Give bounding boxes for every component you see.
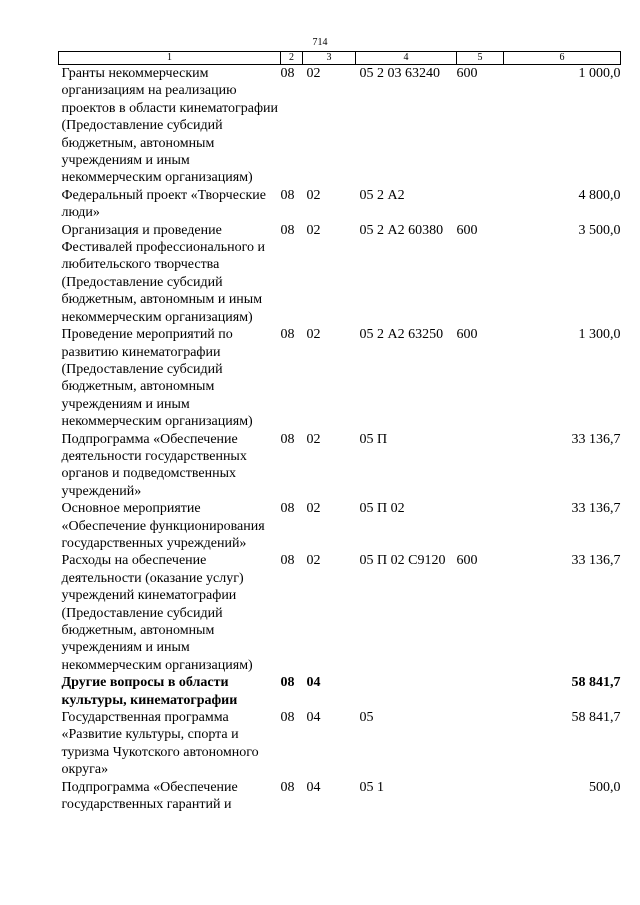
row-subsection-code: 02 (306, 553, 321, 569)
row-target-article: 05 2 А2 (359, 187, 405, 203)
row-name: Другие вопросы в области культуры, кинематографии (61, 675, 238, 708)
row-amount: 1 000,0 (578, 66, 621, 81)
row-subsection-code: 02 (306, 222, 321, 238)
header-row (59, 52, 621, 65)
table-row (59, 222, 621, 326)
row-section-code: 08 (280, 553, 295, 569)
row-section-code: 08 (280, 779, 295, 795)
row-name: Расходы на обеспечение деятельности (оказание услуг) учреждений кинематографии (Предоставление субсидий бюджетным, автономным учреждениям и иным некоммерческим организациям) (61, 553, 253, 673)
row-section-code: 08 (280, 327, 295, 343)
header-col-6: 6 (504, 52, 621, 65)
header-col-4: 4 (356, 52, 457, 65)
row-target-article: 05 2 А2 63250 (359, 327, 444, 343)
row-name: Проведение мероприятий по развитию кинематографии (Предоставление субсидий бюджетным, автономным учреждениям и иным некоммерческим организациям) (61, 327, 253, 430)
row-subsection-code: 02 (306, 431, 321, 447)
row-expense-type: 600 (456, 553, 478, 569)
row-name: Основное мероприятие «Обеспечение функционирования государственных учреждений» (61, 501, 265, 551)
row-expense-type (457, 674, 504, 709)
row-expense-type (457, 500, 504, 552)
row-section-code: 08 (280, 675, 295, 691)
row-expense-type: 600 (456, 222, 478, 238)
table-row (59, 709, 621, 779)
row-name: Федеральный проект «Творческие люди» (61, 187, 266, 221)
table-body (59, 65, 621, 814)
row-target-article: 05 2 03 63240 (359, 66, 440, 81)
header-col-2: 2 (281, 52, 303, 65)
row-amount: 58 841,7 (571, 675, 621, 691)
header-col-5: 5 (457, 52, 504, 65)
row-amount: 4 800,0 (578, 187, 621, 203)
table-row (59, 500, 621, 552)
page-number: 714 (312, 37, 328, 48)
header-col-3: 3 (303, 52, 356, 65)
row-expense-type (457, 187, 504, 222)
row-subsection-code: 04 (306, 710, 321, 726)
row-name: Гранты некоммерческим организациям на реализацию проектов в области кинематографии (Предоставление субсидий бюджетным, автономным учреждениям и иным некоммерческим организациям) (61, 66, 279, 186)
row-section-code: 08 (280, 222, 295, 238)
table-header (59, 52, 621, 65)
table-row (59, 187, 621, 222)
row-name: Государственная программа «Развитие культуры, спорта и туризма Чукотского автономного округа» (61, 710, 259, 778)
row-expense-type: 600 (456, 66, 478, 81)
row-target-article: 05 П 02 С9120 (359, 553, 446, 569)
row-amount: 33 136,7 (571, 501, 621, 517)
row-expense-type (457, 709, 504, 779)
row-name: Подпрограмма «Обеспечение деятельности государственных органов и подведомственных учреждений» (61, 431, 247, 499)
row-subsection-code: 04 (306, 779, 321, 795)
table-row (59, 431, 621, 501)
row-amount: 33 136,7 (571, 553, 621, 569)
row-name: Подпрограмма «Обеспечение государственных гарантий и (61, 779, 238, 813)
row-section-code: 08 (280, 187, 295, 203)
row-subsection-code: 02 (306, 66, 321, 81)
row-section-code: 08 (280, 710, 295, 726)
row-amount: 58 841,7 (571, 710, 621, 726)
row-target-article: 05 П (359, 431, 388, 447)
row-section-code: 08 (280, 431, 295, 447)
row-target-article: 05 1 (359, 779, 384, 795)
row-name: Организация и проведение Фестивалей профессионального и любительского творчества (Предоставление субсидий бюджетным, автономным и иным некоммерческим организациям) (61, 222, 266, 325)
row-target-article: 05 (359, 710, 374, 726)
row-amount: 3 500,0 (578, 222, 621, 238)
table-row (59, 326, 621, 430)
row-subsection-code: 02 (306, 187, 321, 203)
row-amount: 1 300,0 (578, 327, 621, 343)
row-target-article: 05 П 02 (359, 501, 405, 517)
row-subsection-code: 04 (306, 675, 321, 691)
row-expense-type (457, 431, 504, 501)
table-row (59, 779, 621, 814)
row-section-code: 08 (280, 501, 295, 517)
row-target-article: 05 2 А2 60380 (359, 222, 444, 238)
row-expense-type: 600 (456, 327, 478, 343)
budget-table (58, 51, 621, 813)
row-section-code: 08 (280, 66, 295, 81)
row-amount: 33 136,7 (571, 431, 621, 447)
header-col-1: 1 (59, 52, 281, 65)
row-amount: 500,0 (589, 779, 621, 795)
row-subsection-code: 02 (306, 501, 321, 517)
table-row (59, 552, 621, 674)
row-expense-type (457, 779, 504, 814)
table-row (59, 65, 621, 187)
row-subsection-code: 02 (306, 327, 321, 343)
table-row (59, 674, 621, 709)
row-target-article (356, 674, 457, 709)
